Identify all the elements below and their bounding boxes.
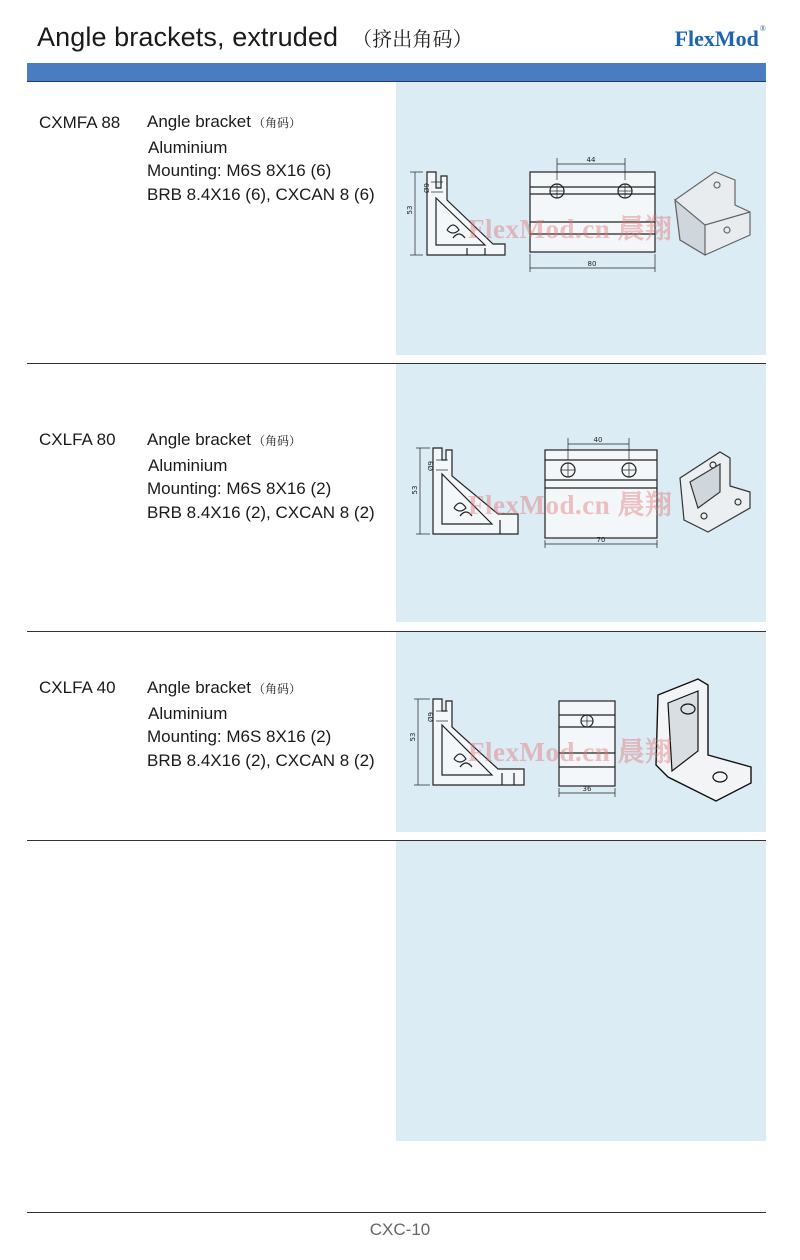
product-code: CXMFA 88 (39, 113, 121, 132)
product-code: CXLFA 80 (39, 430, 116, 449)
dim-width: 80 (587, 260, 597, 268)
product-mounting: Mounting: M6S 8X16 (6) (147, 161, 332, 180)
dim-hole: Ø9 (427, 712, 435, 722)
dim-width: 70 (596, 536, 606, 544)
watermark-3: FlexMod.cn 晨翔 (468, 737, 673, 767)
product-mounting: Mounting: M6S 8X16 (2) (147, 727, 332, 746)
brand-name: FlexMod (674, 26, 759, 51)
dim-spacing: 40 (593, 436, 603, 444)
product-description (147, 428, 375, 524)
product-description (147, 110, 375, 206)
product-fasteners: BRB 8.4X16 (2), CXCAN 8 (2) (147, 502, 375, 522)
product-material: Aluminium (148, 137, 228, 157)
technical-drawing-2 (408, 430, 760, 550)
product-fasteners: BRB 8.4X16 (2), CXCAN 8 (2) (147, 750, 375, 770)
product-name-cn: （角码） (252, 434, 301, 448)
footer-divider (27, 1212, 766, 1213)
dim-height: 53 (406, 205, 414, 215)
product-material: Aluminium (148, 703, 228, 723)
dim-height: 53 (411, 485, 419, 495)
product-name-cn: （角码） (252, 116, 301, 130)
watermark-1: FlexMod.cn 晨翔 (468, 214, 673, 244)
header-bar (27, 63, 766, 82)
technical-drawing-3 (406, 675, 760, 810)
product-name: Angle bracket (147, 678, 251, 697)
brand-logo (675, 26, 766, 52)
product-fasteners: BRB 8.4X16 (6), CXCAN 8 (6) (147, 184, 375, 204)
product-description (147, 676, 375, 772)
page-number: CXC-10 (369, 1220, 431, 1239)
product-name-cn: （角码） (252, 682, 301, 696)
technical-drawing-1 (405, 150, 760, 280)
title-text: Angle brackets, extruded (37, 22, 339, 52)
dim-width: 36 (582, 785, 592, 793)
drawing-panel-empty (396, 841, 766, 1141)
product-material: Aluminium (148, 455, 228, 475)
product-name: Angle bracket (147, 430, 251, 449)
dim-spacing: 44 (586, 156, 596, 164)
dim-hole: Ø9 (423, 183, 431, 193)
product-name: Angle bracket (147, 112, 251, 131)
registered-mark: ® (759, 24, 766, 33)
product-code: CXLFA 40 (39, 678, 116, 697)
dim-hole: Ø9 (427, 461, 435, 471)
product-mounting: Mounting: M6S 8X16 (2) (147, 479, 332, 498)
watermark-2: FlexMod.cn 晨翔 (468, 490, 673, 520)
title-cn: （挤出角码） (352, 27, 473, 51)
page-title (37, 22, 473, 53)
dim-height: 53 (409, 732, 417, 742)
